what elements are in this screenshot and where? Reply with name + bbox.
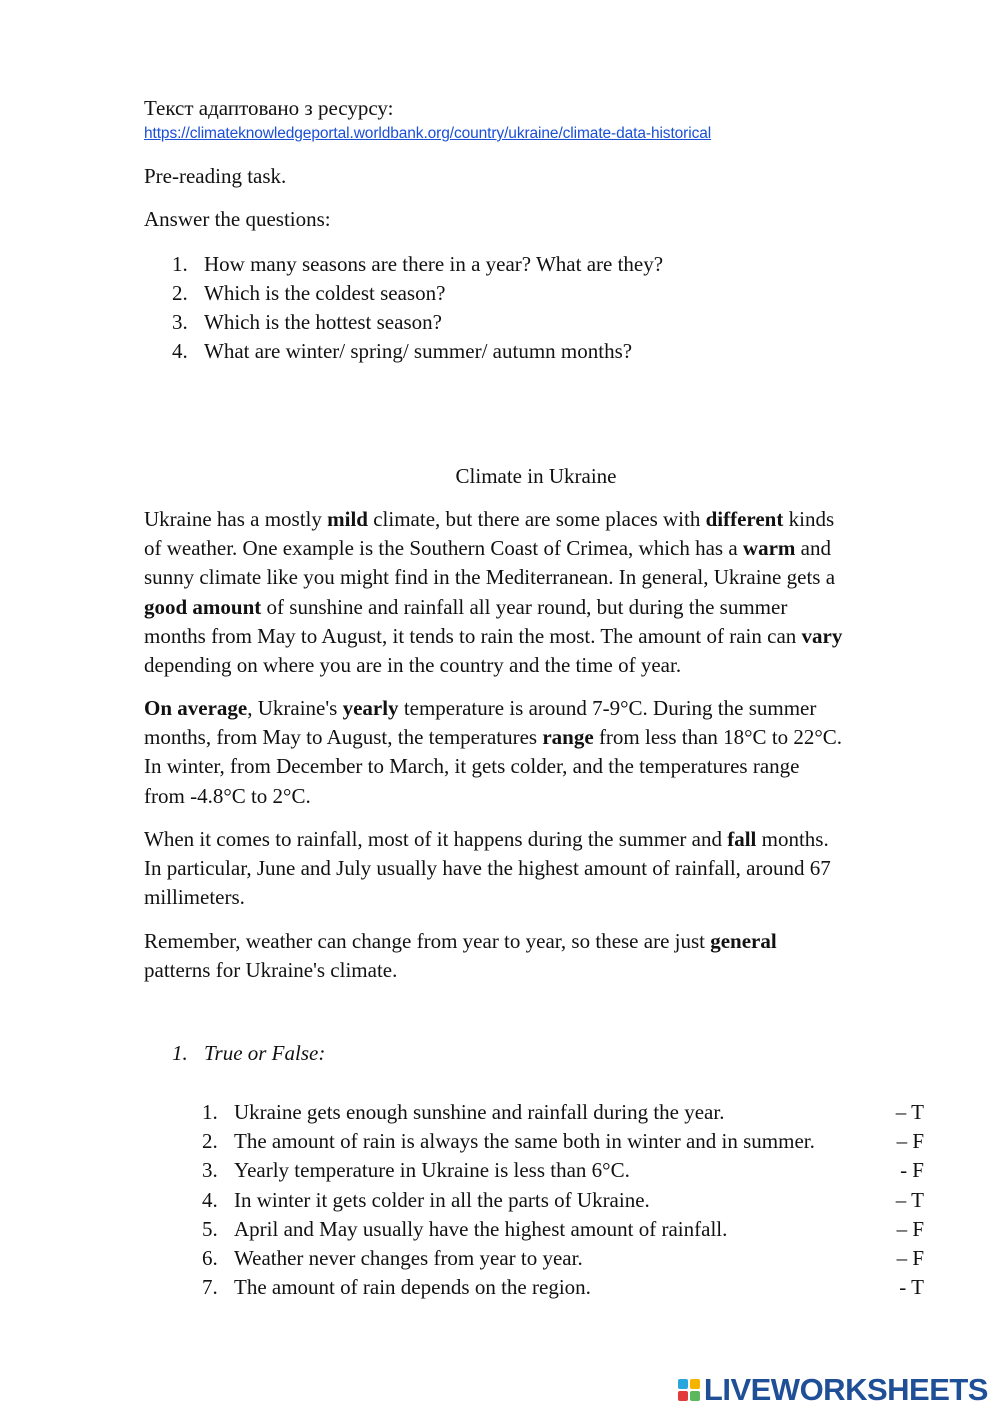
answer-mark: – F xyxy=(896,1129,924,1154)
text-run: millimeters. xyxy=(144,885,245,910)
true-false-list xyxy=(202,1098,924,1302)
statement-text: Ukraine gets enough sunshine and rainfall during the year. xyxy=(234,1100,725,1124)
paragraph-line xyxy=(144,563,944,592)
item-number: 3. xyxy=(202,1158,218,1183)
paragraph-line xyxy=(144,651,944,680)
bold-keyword: different xyxy=(705,507,784,531)
text-run: When it comes to rainfall, most of it happens during the summer and xyxy=(144,827,728,851)
bold-keyword: vary xyxy=(801,623,843,648)
text-run: from -4.8°C to 2°C. xyxy=(144,783,311,808)
bold-keyword: general xyxy=(710,929,777,953)
paragraph xyxy=(144,825,944,913)
answer-mark: – T xyxy=(895,1100,924,1124)
text-title: Climate in Ukraine xyxy=(455,464,617,488)
text-run: temperature is around 7-9°C. During the summer xyxy=(398,696,817,720)
paragraph-line xyxy=(144,854,944,883)
bold-keyword: range xyxy=(542,725,594,750)
text-run: patterns for Ukraine's climate. xyxy=(144,958,398,983)
true-false-item xyxy=(202,1127,924,1156)
exercise-number: 1. xyxy=(172,1041,188,1065)
text-run: In winter, from December to March, it gets colder, and the temperatures range xyxy=(144,754,800,779)
paragraph-line xyxy=(144,534,944,563)
pre-reading-title: Pre-reading task. xyxy=(144,164,287,188)
answer-mark: - F xyxy=(900,1158,924,1183)
question-item xyxy=(172,250,663,279)
item-number: 4. xyxy=(202,1187,218,1212)
paragraph xyxy=(144,927,944,985)
item-number: 2. xyxy=(202,1129,218,1154)
liveworksheets-logo-icon xyxy=(678,1379,700,1401)
paragraph-line xyxy=(144,927,944,956)
bold-keyword: mild xyxy=(327,507,368,531)
text-run: months. xyxy=(756,827,829,851)
source-link[interactable]: https://climateknowledgeportal.worldbank.org/country/ukraine/climate-data-historical xyxy=(144,125,712,142)
text-run: of weather. One example is the Southern Coast of Crimea, which has a xyxy=(144,536,743,561)
paragraph-line xyxy=(144,694,944,723)
question-text: Which is the hottest season? xyxy=(204,310,442,334)
exercise-title: True or False: xyxy=(204,1041,326,1065)
paragraph xyxy=(144,694,944,811)
text-run: Remember, weather can change from year to year, so these are just xyxy=(144,929,711,953)
true-false-item xyxy=(202,1156,924,1185)
paragraph-line xyxy=(144,782,944,811)
statement-text: April and May usually have the highest amount of rainfall. xyxy=(234,1216,728,1241)
item-number: 7. xyxy=(202,1275,218,1300)
bold-keyword: warm xyxy=(742,536,796,561)
text-run: In particular, June and July usually have the highest amount of rainfall, around 67 xyxy=(144,856,831,881)
paragraph-line xyxy=(144,883,944,912)
text-run: from less than 18°C to 22°C. xyxy=(593,725,843,750)
item-number: 5. xyxy=(202,1216,218,1241)
statement-text: The amount of rain depends on the region. xyxy=(234,1275,591,1300)
logo-square xyxy=(678,1391,688,1401)
source-label: Текст адаптовано з ресурсу: xyxy=(144,96,394,120)
exercise-heading xyxy=(172,1041,325,1066)
text-run: climate, but there are some places with xyxy=(367,507,706,531)
question-number: 1. xyxy=(172,252,188,276)
statement-text: The amount of rain is always the same both in winter and in summer. xyxy=(234,1129,815,1154)
logo-square xyxy=(690,1379,700,1389)
true-false-item xyxy=(202,1186,924,1215)
paragraph-line xyxy=(144,593,944,622)
pre-reading-questions xyxy=(172,250,663,366)
bold-keyword: good amount xyxy=(144,594,262,619)
liveworksheets-brand[interactable] xyxy=(678,1372,988,1408)
paragraph xyxy=(144,505,944,680)
text-run: kinds xyxy=(783,507,835,531)
paragraph-line xyxy=(144,723,944,752)
true-false-item xyxy=(202,1244,924,1273)
text-run: and xyxy=(795,536,831,561)
logo-square xyxy=(678,1379,688,1389)
answer-mark: - T xyxy=(899,1275,924,1300)
text-run: months from May to August, it tends to rain the most. The amount of rain can xyxy=(144,623,802,648)
paragraph-line xyxy=(144,752,944,781)
item-number: 6. xyxy=(202,1245,218,1270)
paragraph-line xyxy=(144,956,944,985)
text-run: months, from May to August, the temperatures xyxy=(144,725,543,750)
paragraph-line xyxy=(144,825,944,854)
text-run: Ukraine has a mostly xyxy=(144,507,328,531)
bold-keyword: yearly xyxy=(342,696,399,720)
text-run: , Ukraine's xyxy=(247,696,343,720)
statement-text: Weather never changes from year to year. xyxy=(234,1245,583,1270)
text-run: depending on where you are in the country and the time of year. xyxy=(144,653,682,678)
item-number: 1. xyxy=(202,1100,218,1124)
question-item xyxy=(172,308,663,337)
answer-mark: – T xyxy=(895,1187,924,1212)
question-text: Which is the coldest season? xyxy=(204,281,446,305)
pre-reading-instruction: Answer the questions: xyxy=(144,207,331,231)
answer-mark: – F xyxy=(896,1245,924,1270)
statement-text: Yearly temperature in Ukraine is less than 6°C. xyxy=(234,1158,630,1183)
text-run: of sunshine and rainfall all year round, but during the summer xyxy=(261,594,788,619)
true-false-item xyxy=(202,1098,924,1127)
question-item xyxy=(172,337,663,366)
question-text: What are winter/ spring/ summer/ autumn months? xyxy=(204,339,633,363)
bold-keyword: On average xyxy=(144,696,248,720)
paragraph-line xyxy=(144,505,944,534)
question-item xyxy=(172,279,663,308)
question-number: 4. xyxy=(172,339,188,363)
statement-text: In winter it gets colder in all the parts of Ukraine. xyxy=(234,1187,650,1212)
true-false-item xyxy=(202,1215,924,1244)
paragraph-line xyxy=(144,622,944,651)
question-text: How many seasons are there in a year? What are they? xyxy=(204,252,664,276)
answer-mark: – F xyxy=(896,1216,924,1241)
logo-square xyxy=(690,1391,700,1401)
question-number: 2. xyxy=(172,281,188,305)
brand-name: LIVEWORKSHEETS xyxy=(703,1372,988,1407)
text-run: sunny climate like you might find in the Mediterranean. In general, Ukraine gets a xyxy=(144,565,836,590)
true-false-item xyxy=(202,1273,924,1302)
bold-keyword: fall xyxy=(727,827,757,851)
question-number: 3. xyxy=(172,310,188,334)
